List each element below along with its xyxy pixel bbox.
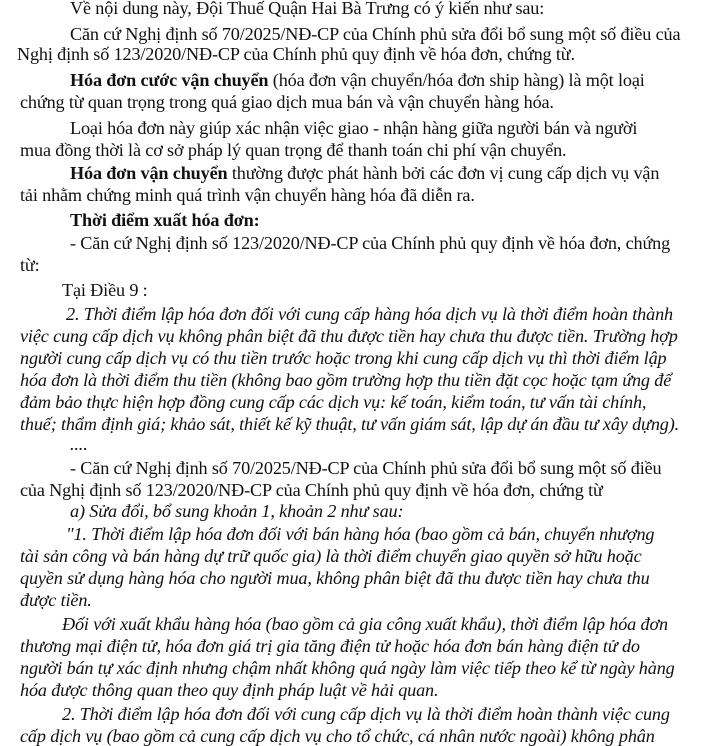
article-9-clause-2-line-3: người cung cấp dịch vụ có thu tiền trước hoặc trong khi cung cấp dịch vụ thì thời điểm lập (20, 348, 667, 368)
clause-2-line-2: cấp dịch vụ (bao gồm cả cung cấp dịch vụ cho tổ chức, cá nhân nước ngoài) không phân (20, 726, 655, 746)
invoice-issuer-text: thường được phát hành bởi các đơn vị cung cấp dịch vụ vận (227, 163, 660, 183)
invoice-purpose-line-2: mua đồng thời là cơ sở pháp lý quan trọng để thanh toán chi phí vận chuyển. (20, 140, 567, 160)
shipping-invoice-definition-line-1 (70, 70, 645, 90)
clause-1-line-3: quyền sử dụng hàng hóa cho người mua, không phân biệt đã thu được tiền hay chưa thu (20, 568, 650, 588)
export-invoice-line-2: thương mại điện tử, hóa đơn giá trị gia tăng điện tử hoặc hóa đơn bán hàng điện tử do (20, 636, 640, 656)
export-invoice-line-4: hóa được thông quan theo quy định pháp luật về hải quan. (20, 680, 439, 700)
clause-2-line-1: 2. Thời điểm lập hóa đơn đối với cung cấp dịch vụ là thời điểm hoàn thành việc cung (62, 704, 670, 724)
invoice-issuer-line-1 (70, 163, 659, 183)
invoice-purpose-line-1: Loại hóa đơn này giúp xác nhận việc giao - nhận hàng giữa người bán và người (70, 118, 638, 138)
decree-70-line-2: của Nghị định số 123/2020/NĐ-CP của Chính phủ quy định về hóa đơn, chứng từ (20, 480, 603, 500)
shipping-invoice-definition-text: (hóa đơn vận chuyển/hóa đơn ship hàng) là một loại (268, 70, 645, 90)
article-9-clause-2-line-2: việc cung cấp dịch vụ không phân biệt đã thu được tiền hay chưa thu được tiền. Trường hợp (20, 326, 678, 346)
intro-line: Về nội dung này, Đội Thuế Quận Hai Bà Trưng có ý kiến như sau: (70, 0, 545, 18)
export-invoice-line-1: Đối với xuất khẩu hàng hóa (bao gồm cả gia công xuất khẩu), thời điểm lập hóa đơn (62, 614, 668, 634)
omission-ellipsis: .... (70, 434, 88, 454)
invoice-issuer-line-2: tải nhằm chứng minh quá trình vận chuyển hàng hóa đã diễn ra. (20, 185, 475, 205)
clause-1-line-2: tài sản công và bán hàng dự trữ quốc gia) là thời điểm chuyển giao quyền sở hữu hoặc (20, 546, 642, 566)
decree-70-line-1: - Căn cứ Nghị định số 70/2025/NĐ-CP của Chính phủ sửa đổi bổ sung một số điều (70, 458, 662, 478)
transport-invoice-term: Hóa đơn vận chuyển (70, 163, 228, 183)
section-heading: Thời điểm xuất hóa đơn: (70, 210, 260, 230)
export-invoice-line-3: người bán tự xác định nhưng chậm nhất không quá ngày làm việc tiếp theo kể từ ngày hàng (20, 658, 675, 678)
article-9-clause-2-line-4: hóa đơn là thời điểm thu tiền (không bao gồm trường hợp thu tiền đặt cọc hoặc tạm ứng để (20, 370, 672, 390)
decree-123-line-2: từ: (20, 255, 40, 275)
decree-123-line-1: - Căn cứ Nghị định số 123/2020/NĐ-CP của Chính phủ quy định về hóa đơn, chứng (70, 233, 671, 253)
legal-basis-line-2: Nghị định số 123/2020/NĐ-CP của Chính phủ quy định về hóa đơn, chứng từ. (17, 44, 575, 64)
shipping-invoice-definition-line-2: chứng từ quan trọng trong quá giao dịch mua bán và vận chuyển hàng hóa. (20, 92, 554, 112)
article-9-label: Tại Điều 9 : (62, 280, 148, 300)
article-9-clause-2-line-1: 2. Thời điểm lập hóa đơn đối với cung cấp hàng hóa dịch vụ là thời điểm hoàn thành (66, 304, 673, 324)
clause-1-line-1: "1. Thời điểm lập hóa đơn đối với bán hàng hóa (bao gồm cả bán, chuyển nhượng (66, 524, 655, 544)
article-9-clause-2-line-6: thuế; thẩm định giá; khảo sát, thiết kế kỹ thuật, tư vấn giám sát, lập dự án đầu tư xây dựng). (20, 414, 680, 434)
amendment-label: a) Sửa đổi, bổ sung khoản 1, khoản 2 như sau: (70, 501, 404, 521)
clause-1-line-4: được tiền. (20, 590, 92, 610)
shipping-invoice-term: Hóa đơn cước vận chuyển (70, 70, 269, 90)
legal-basis-line-1: Căn cứ Nghị định số 70/2025/NĐ-CP của Chính phủ sửa đổi bổ sung một số điều của (70, 24, 681, 44)
article-9-clause-2-line-5: đảm bảo thực hiện hợp đồng cung cấp các dịch vụ: kế toán, kiểm toán, tư vấn tài chính, (20, 392, 647, 412)
